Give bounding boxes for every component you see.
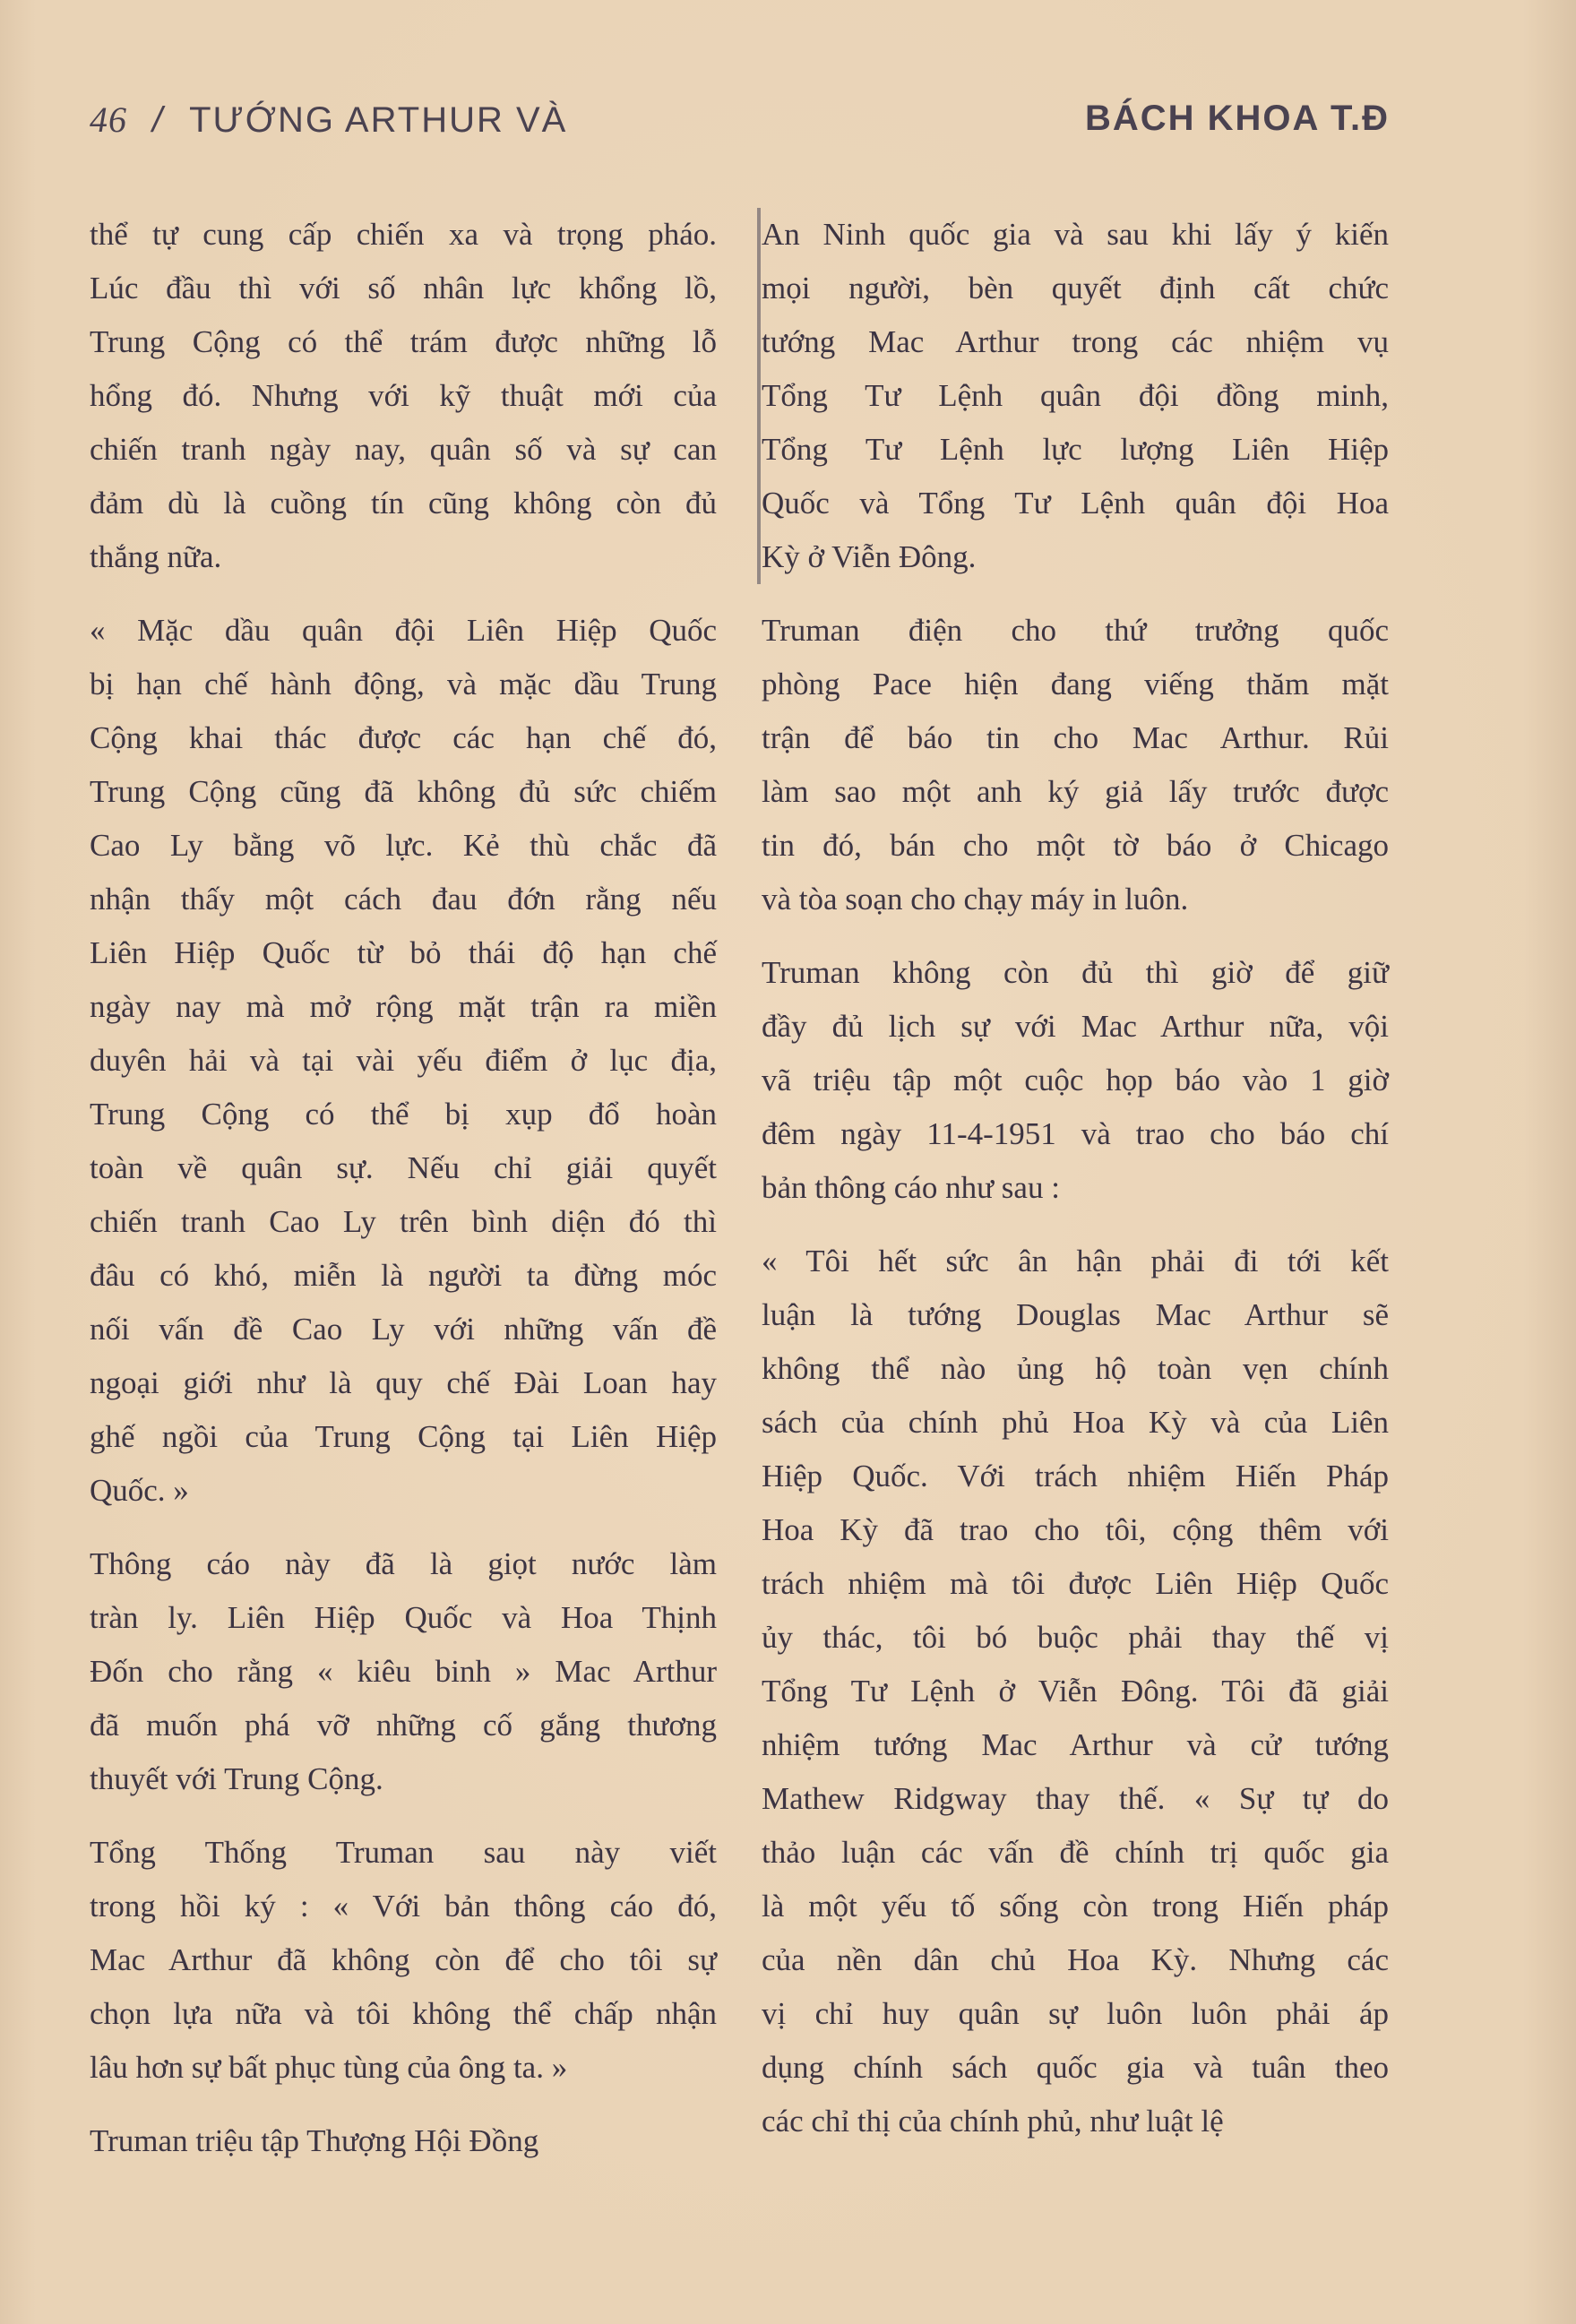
paragraph-gap bbox=[762, 1215, 1389, 1235]
running-head-right: BÁCH KHOA T.Đ bbox=[1084, 99, 1390, 138]
text-line: Tổng Tư Lệnh quân đội đồng minh, bbox=[762, 378, 1389, 413]
text-line: bản thông cáo như sau : bbox=[762, 1170, 1060, 1205]
paragraph-gap bbox=[762, 926, 1389, 946]
text-line: thảo luận các vấn đề chính trị quốc gia bbox=[762, 1835, 1389, 1870]
text-line: Đốn cho rằng « kiêu binh » Mac Arthur bbox=[90, 1654, 717, 1689]
text-line: đâu có khó, miễn là người ta đừng móc bbox=[90, 1258, 717, 1293]
text-line: thuyết với Trung Cộng. bbox=[90, 1761, 383, 1796]
text-line: ủy thác, tôi bó buộc phải thay thế vị bbox=[762, 1620, 1389, 1655]
text-line: mọi người, bèn quyết định cất chức bbox=[762, 271, 1389, 306]
text-line: đảm dù là cuồng tín cũng không còn đủ bbox=[90, 486, 717, 521]
header-separator: / bbox=[152, 100, 165, 140]
text-line: An Ninh quốc gia và sau khi lấy ý kiến bbox=[762, 217, 1389, 252]
text-line: ghế ngồi của Trung Cộng tại Liên Hiệp bbox=[90, 1419, 717, 1454]
text-line: duyên hải và tại vài yếu điểm ở lục địa, bbox=[90, 1043, 717, 1078]
text-line: Cộng khai thác được các hạn chế đó, bbox=[90, 720, 717, 755]
text-line: vã triệu tập một cuộc họp báo vào 1 giờ bbox=[762, 1063, 1389, 1097]
text-line: trách nhiệm mà tôi được Liên Hiệp Quốc bbox=[762, 1566, 1389, 1601]
text-line: Truman điện cho thứ trưởng quốc bbox=[762, 613, 1389, 648]
text-line: ngày nay mà mở rộng mặt trận ra miền bbox=[90, 989, 717, 1024]
text-line: Mathew Ridgway thay thế. « Sự tự do bbox=[762, 1781, 1389, 1816]
text-line: « Tôi hết sức ân hận phải đi tới kết bbox=[762, 1244, 1389, 1278]
text-line: tràn ly. Liên Hiệp Quốc và Hoa Thịnh bbox=[90, 1600, 717, 1635]
right-column bbox=[762, 208, 1389, 2148]
text-line: Tổng Thống Truman sau này viết bbox=[90, 1835, 717, 1870]
text-line: Truman không còn đủ thì giờ để giữ bbox=[762, 955, 1389, 990]
paragraph-gap bbox=[762, 584, 1389, 604]
text-line: Tổng Tư Lệnh lực lượng Liên Hiệp bbox=[762, 432, 1389, 467]
text-line: chọn lựa nữa và tôi không thể chấp nhận bbox=[90, 1996, 717, 2031]
text-line: các chỉ thị của chính phủ, như luật lệ bbox=[762, 2104, 1224, 2139]
text-line: Tổng Tư Lệnh ở Viễn Đông. Tôi đã giải bbox=[762, 1674, 1389, 1709]
text-line: tin đó, bán cho một tờ báo ở Chicago bbox=[762, 828, 1389, 863]
text-line: bị hạn chế hành động, và mặc dầu Trung bbox=[90, 667, 717, 702]
text-line: Truman triệu tập Thượng Hội Đồng bbox=[90, 2123, 539, 2158]
text-line: sách của chính phủ Hoa Kỳ và của Liên bbox=[762, 1405, 1389, 1440]
text-line: đầy đủ lịch sự với Mac Arthur nữa, vội bbox=[762, 1009, 1389, 1044]
text-line: Hoa Kỳ đã trao cho tôi, cộng thêm với bbox=[762, 1512, 1389, 1547]
text-line: Liên Hiệp Quốc từ bỏ thái độ hạn chế bbox=[90, 935, 717, 970]
text-line: Mac Arthur đã không còn để cho tôi sự bbox=[90, 1942, 717, 1977]
running-head-left bbox=[90, 99, 567, 141]
text-line: Trung Cộng có thể bị xụp đổ hoàn bbox=[90, 1097, 717, 1132]
text-line: toàn về quân sự. Nếu chỉ giải quyết bbox=[90, 1150, 717, 1185]
text-line: trận để báo tin cho Mac Arthur. Rủi bbox=[762, 720, 1389, 755]
text-line: hổng đó. Nhưng với kỹ thuật mới của bbox=[90, 378, 717, 413]
text-line: Lúc đầu thì với số nhân lực khổng lồ, bbox=[90, 271, 717, 306]
text-line: Quốc và Tổng Tư Lệnh quân đội Hoa bbox=[762, 486, 1389, 521]
text-line: đã muốn phá vỡ những cố gắng thương bbox=[90, 1708, 717, 1743]
text-line: Hiệp Quốc. Với trách nhiệm Hiến Pháp bbox=[762, 1459, 1389, 1493]
text-line: vị chỉ huy quân sự luôn luôn phải áp bbox=[762, 1996, 1389, 2031]
margin-mark bbox=[757, 208, 761, 584]
text-line: lâu hơn sự bất phục tùng của ông ta. » bbox=[90, 2050, 568, 2085]
text-line: Trung Cộng có thể trám được những lỗ bbox=[90, 324, 717, 359]
paragraph-gap bbox=[90, 2095, 717, 2114]
text-line: phòng Pace hiện đang viếng thăm mặt bbox=[762, 667, 1389, 702]
paragraph-gap bbox=[90, 1518, 717, 1537]
left-column bbox=[90, 208, 717, 2168]
text-line: nhận thấy một cách đau đớn rằng nếu bbox=[90, 882, 717, 917]
text-line: nối vấn đề Cao Ly với những vấn đề bbox=[90, 1312, 717, 1347]
text-line: không thể nào ủng hộ toàn vẹn chính bbox=[762, 1351, 1389, 1386]
text-line: Thông cáo này đã là giọt nước làm bbox=[90, 1546, 717, 1581]
text-line: Cao Ly bằng võ lực. Kẻ thù chắc đã bbox=[90, 828, 717, 863]
text-line: tướng Mac Arthur trong các nhiệm vụ bbox=[762, 324, 1389, 359]
text-line: dụng chính sách quốc gia và tuân theo bbox=[762, 2050, 1389, 2085]
text-line: nhiệm tướng Mac Arthur và cử tướng bbox=[762, 1727, 1389, 1762]
page-number: 46 bbox=[90, 99, 127, 140]
text-line: « Mặc dầu quân đội Liên Hiệp Quốc bbox=[90, 613, 717, 648]
text-line: làm sao một anh ký giả lấy trước được bbox=[762, 774, 1389, 809]
paragraph-gap bbox=[90, 584, 717, 604]
text-line: chiến tranh Cao Ly trên bình diện đó thì bbox=[90, 1204, 717, 1239]
text-line: là một yếu tố sống còn trong Hiến pháp bbox=[762, 1889, 1389, 1924]
text-line: đêm ngày 11-4-1951 và trao cho báo chí bbox=[762, 1116, 1389, 1151]
text-line: Kỳ ở Viễn Đông. bbox=[762, 539, 977, 574]
text-line: Quốc. » bbox=[90, 1473, 189, 1508]
text-line: chiến tranh ngày nay, quân số và sự can bbox=[90, 432, 717, 467]
chapter-title: TƯỚNG ARTHUR VÀ bbox=[189, 100, 568, 140]
text-line: của nền dân chủ Hoa Kỳ. Nhưng các bbox=[762, 1942, 1389, 1977]
text-line: thắng nữa. bbox=[90, 539, 222, 574]
paragraph-gap bbox=[90, 1806, 717, 1826]
text-line: luận là tướng Douglas Mac Arthur sẽ bbox=[762, 1297, 1389, 1332]
text-line: Trung Cộng cũng đã không đủ sức chiếm bbox=[90, 774, 717, 809]
text-line: trong hồi ký : « Với bản thông cáo đó, bbox=[90, 1889, 717, 1924]
text-line: và tòa soạn cho chạy máy in luôn. bbox=[762, 882, 1189, 917]
text-line: ngoại giới như là quy chế Đài Loan hay bbox=[90, 1365, 717, 1400]
text-line: thể tự cung cấp chiến xa và trọng pháo. bbox=[90, 217, 717, 252]
